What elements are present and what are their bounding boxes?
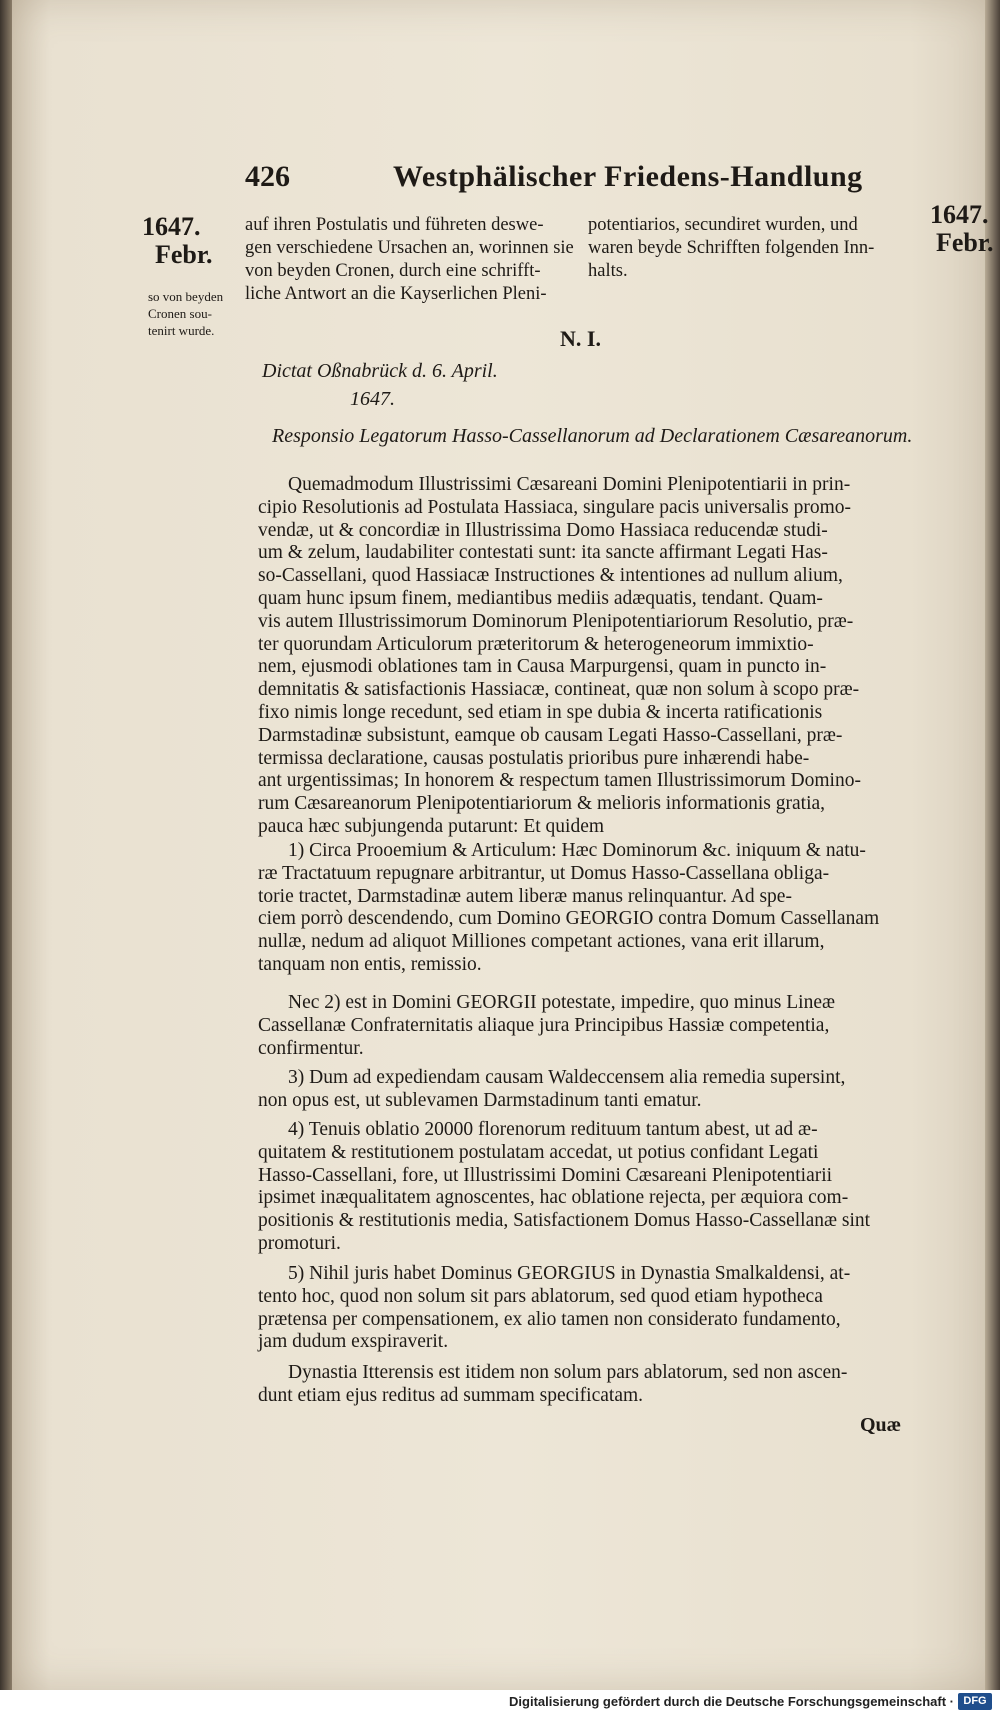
text-line: Dynastia Itterensis est itidem non solum pars ablatorum, sed non ascen- <box>288 1362 848 1383</box>
text-line: ræ Tractatuum repugnare arbitrantur, ut Domus Hasso-Cassellana obliga- <box>258 862 830 884</box>
text-line: Darmstadinæ subsistunt, eamque ob causam Legati Hasso-Cassellani, præ- <box>258 724 843 746</box>
text-line: jam dudum exspiraverit. <box>258 1331 449 1353</box>
book-gutter <box>0 0 12 1690</box>
note-line: Cronen sou- <box>148 306 212 321</box>
text-line: nullæ, nedum ad aliquot Milliones competant actiones, vana erit illarum, <box>258 931 825 953</box>
dictation-line: Dictat Oßnabrück d. 6. April. <box>262 360 498 382</box>
text-line: 3) Dum ad expediendam causam Waldeccensem alia remedia supersint, <box>288 1067 846 1088</box>
text-line: so-Cassellani, quod Hassiacæ Instructiones & intentiones ad nullum alium, <box>258 565 843 587</box>
text-line: non opus est, ut sublevamen Darmstadinum tanti ematur. <box>258 1089 702 1111</box>
text-line: ipsimet inæqualitatem agnoscentes, hac oblatione rejecta, per æquiora com- <box>258 1187 849 1209</box>
note-line: tenirt wurde. <box>148 323 215 338</box>
catchword: Quæ <box>860 1414 902 1436</box>
text-line: promoturi. <box>258 1232 341 1254</box>
text-line: confirmentur. <box>258 1037 364 1059</box>
text-line: positionis & restitutionis media, Satisfactionem Domus Hasso-Cassellanæ sint <box>258 1210 871 1232</box>
paragraph-2 <box>258 992 898 1060</box>
text-line: cipio Resolutionis ad Postulata Hassiaca, singulare pacis universalis promo- <box>258 496 852 518</box>
text-line: tento hoc, quod non solum sit pars ablatorum, sed quod etiam hypotheca <box>258 1285 823 1307</box>
paragraph-intro <box>258 474 898 839</box>
note-line: so von beyden <box>148 289 224 304</box>
text-line: Quemadmodum Illustrissimi Cæsareani Domini Plenipotentiarii in prin- <box>288 474 851 495</box>
text-line: dunt etiam ejus reditus ad summam specificatam. <box>258 1384 644 1406</box>
text-line: pauca hæc subjungenda putarunt: Et quidem <box>258 815 605 837</box>
paragraph-6 <box>258 1362 898 1408</box>
intro-column-right <box>588 214 898 283</box>
text-line: Nec 2) est in Domini GEORGII potestate, impedire, quo minus Lineæ <box>288 992 835 1013</box>
running-head <box>245 160 863 200</box>
margin-year-right: 1647. <box>930 200 989 229</box>
text-line: waren beyde Schrifften folgenden Inn- <box>588 238 875 258</box>
paragraph-1 <box>258 840 898 977</box>
paragraph-3 <box>258 1067 898 1113</box>
text-line: 4) Tenuis oblatio 20000 florenorum redituum tantum abest, ut ad æ- <box>288 1119 818 1140</box>
margin-year-left: 1647. <box>142 212 201 241</box>
text-line: tanquam non entis, remissio. <box>258 953 482 975</box>
document-number: N. I. <box>560 326 601 351</box>
text-line: gen verschiedene Ursachen an, worinnen sie <box>245 238 574 258</box>
text-line: auf ihren Postulatis und führeten deswe- <box>245 215 544 235</box>
text-line: potentiarios, secundiret wurden, und <box>588 215 858 235</box>
text-line: torie tractet, Darmstadinæ autem liberæ manus relinquantur. Ad spe- <box>258 885 792 907</box>
dictation-year: 1647. <box>350 388 395 410</box>
text-line: ant urgentissimas; In honorem & respectum tamen Illustrissimorum Domino- <box>258 770 861 792</box>
text-line: liche Antwort an die Kayserlichen Pleni- <box>245 284 547 304</box>
text-line: um & zelum, laudabiliter contestati sunt: ita sancte affirmant Legati Has- <box>258 542 828 564</box>
text-line: vendæ, ut & concordiæ in Illustrissima Domo Hassiaca reducendæ studi- <box>258 519 828 541</box>
document-subtitle: Responsio Legatorum Hasso-Cassellanorum ad Declarationem Cæsareanorum. <box>272 425 913 447</box>
text-line: fixo nimis longe recedunt, sed etiam in spe dubia & incerta ratificationis <box>258 701 823 723</box>
running-title: Westphälischer Friedens-Handlung <box>393 160 863 193</box>
text-line: 5) Nihil juris habet Dominus GEORGIUS in Dynastia Smalkaldensi, at- <box>288 1263 851 1284</box>
margin-month-right: Febr. <box>936 228 994 257</box>
text-line: prætensa per compensationem, ex alio tamen non considerato fundamento, <box>258 1308 841 1330</box>
paragraph-4 <box>258 1119 898 1256</box>
intro-column-left <box>245 214 580 306</box>
text-line: nem, ejusmodi oblationes tam in Causa Marpurgensi, quam in puncto in- <box>258 656 827 678</box>
text-line: 1) Circa Prooemium & Articulum: Hæc Dominorum &c. iniquum & natu- <box>288 840 866 861</box>
margin-month-left: Febr. <box>155 240 213 269</box>
text-line: vis autem Illustrissimorum Dominorum Plenipotentiariorum Resolutio, præ- <box>258 610 854 632</box>
dfg-logo-icon: DFG <box>958 1693 992 1710</box>
text-line: von beyden Cronen, durch eine schrifft- <box>245 261 541 281</box>
text-line: quam hunc ipsum finem, mediantibus mediis adæquatis, tendant. Quam- <box>258 587 823 609</box>
text-line: Cassellanæ Confraternitatis aliaque jura Principibus Hassiæ competentia, <box>258 1014 830 1036</box>
text-line: rum Cæsareanorum Plenipotentiariorum & melioris informationis gratia, <box>258 793 826 815</box>
text-line: halts. <box>588 261 628 281</box>
text-line: quitatem & restitutionem postulatam accedat, ut potius confidant Legati <box>258 1141 819 1163</box>
text-line: termissa declaratione, causas postulatis prioribus pure inhærendi habe- <box>258 747 810 769</box>
text-line: ciem porrò descendendo, cum Domino GEORGIO contra Domum Cassellanam <box>258 908 880 930</box>
page-number: 426 <box>245 160 290 193</box>
footer-credit: Digitalisierung gefördert durch die Deutsche Forschungsgemeinschaft · <box>509 1694 954 1709</box>
text-line: ter quorundam Articulorum præteritorum & heterogeneorum immixtio- <box>258 633 814 655</box>
digitization-footer <box>0 1690 1000 1714</box>
text-line: demnitatis & satisfactionis Hassiacæ, contineat, quæ non solum à scopo præ- <box>258 679 860 701</box>
text-line: Hasso-Cassellani, fore, ut Illustrissimi Domini Cæsareani Plenipotentiarii <box>258 1164 833 1186</box>
margin-note <box>148 288 248 339</box>
paragraph-5 <box>258 1263 898 1354</box>
